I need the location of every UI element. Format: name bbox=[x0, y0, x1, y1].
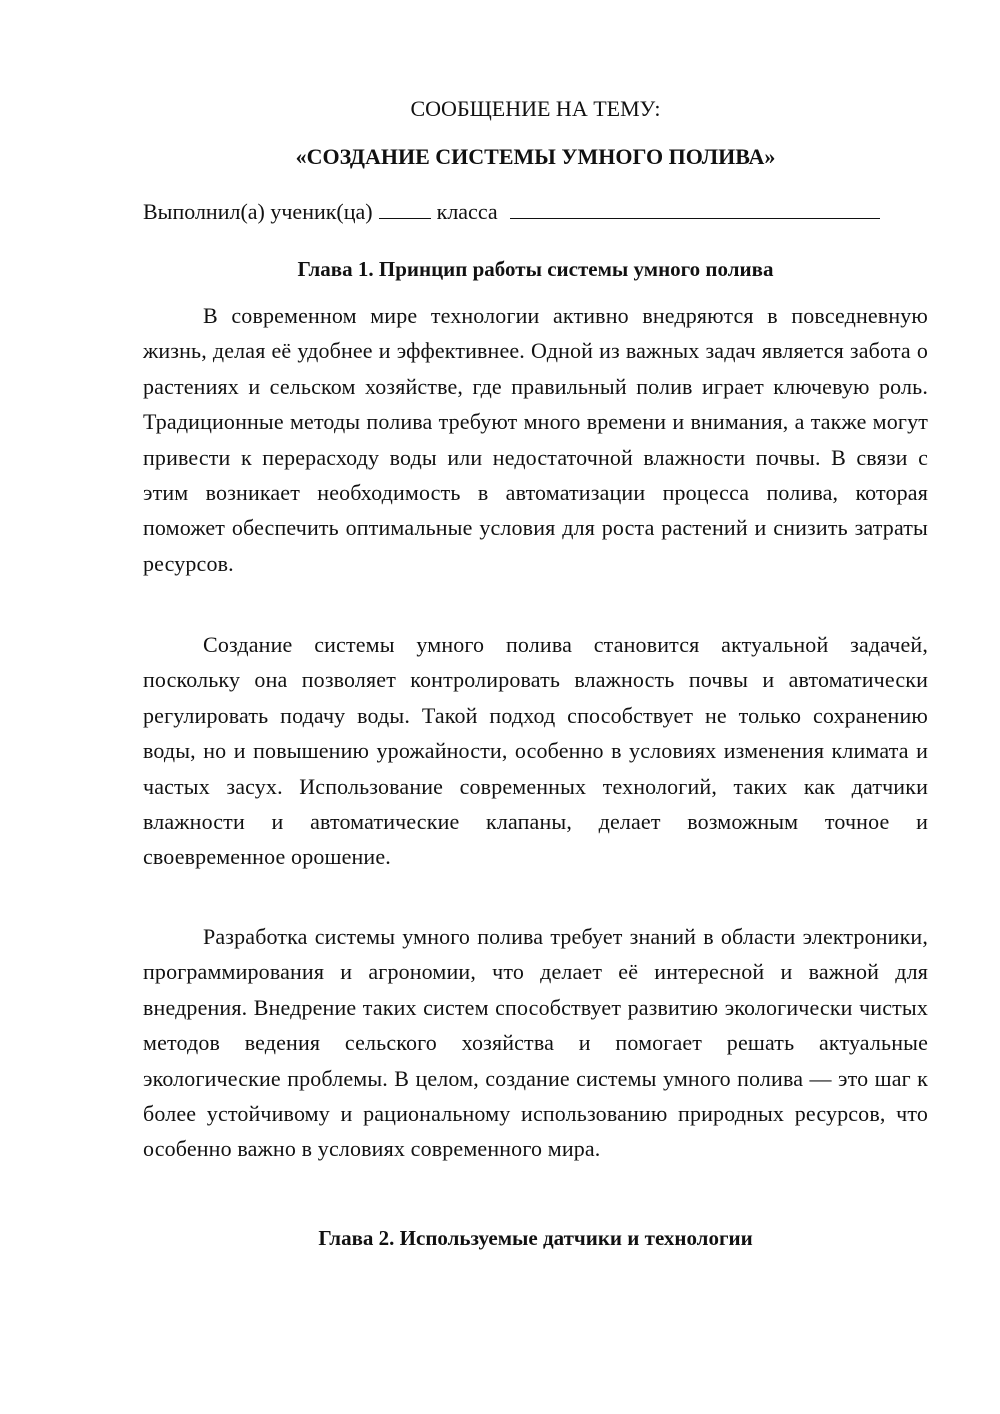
class-label: класса bbox=[436, 199, 498, 224]
author-line bbox=[143, 196, 928, 228]
grade-blank-field bbox=[379, 196, 431, 219]
paragraph-1: В современном мире технологии активно внедряются в повседневную жизнь, делая её удобнее и эффективнее. Одной из важных задач является забота о растениях и сельском хозяйстве, где правильный полив играет ключевую роль. Традиционные методы полива требуют много времени и внимания, а также могут привести к перерасходу воды или недостаточной влажности почвы. В связи с этим возникает необходимость в автоматизации процесса полива, которая поможет обеспечить оптимальные условия для роста растений и снизить затраты ресурсов. bbox=[143, 303, 928, 576]
paragraph-2: Создание системы умного полива становится актуальной задачей, поскольку она позволяет контролировать влажность почвы и автоматически регулировать подачу воды. Такой подход способствует не только сохранению воды, но и повышению урожайности, особенно в условиях изменения климата и частых засух. Использование современных технологий, таких как датчики влажности и автоматические клапаны, делает возможным точное и своевременное орошение. bbox=[143, 632, 928, 870]
class-name-blank-field bbox=[510, 196, 880, 219]
paragraph-3: Разработка системы умного полива требует знаний в области электроники, программирования и агрономии, что делает её интересной и важной для внедрения. Внедрение таких систем способствует развитию экологически чистых методов ведения сельского хозяйства и помогает решать актуальные экологические проблемы. В целом, создание системы умного полива — это шаг к более устойчивому и рациональному использованию природных ресурсов, что особенно важно в условиях современного мира. bbox=[143, 924, 928, 1162]
chapter-1-title: Глава 1. Принцип работы системы умного полива bbox=[297, 257, 774, 281]
report-topic-title: «СОЗДАНИЕ СИСТЕМЫ УМНОГО ПОЛИВА» bbox=[295, 144, 776, 169]
completed-by-label: Выполнил(а) ученик(ца) bbox=[143, 199, 373, 224]
chapter-2-title: Глава 2. Используемые датчики и технологии bbox=[318, 1226, 753, 1250]
report-heading: СООБЩЕНИЕ НА ТЕМУ: bbox=[410, 96, 661, 121]
